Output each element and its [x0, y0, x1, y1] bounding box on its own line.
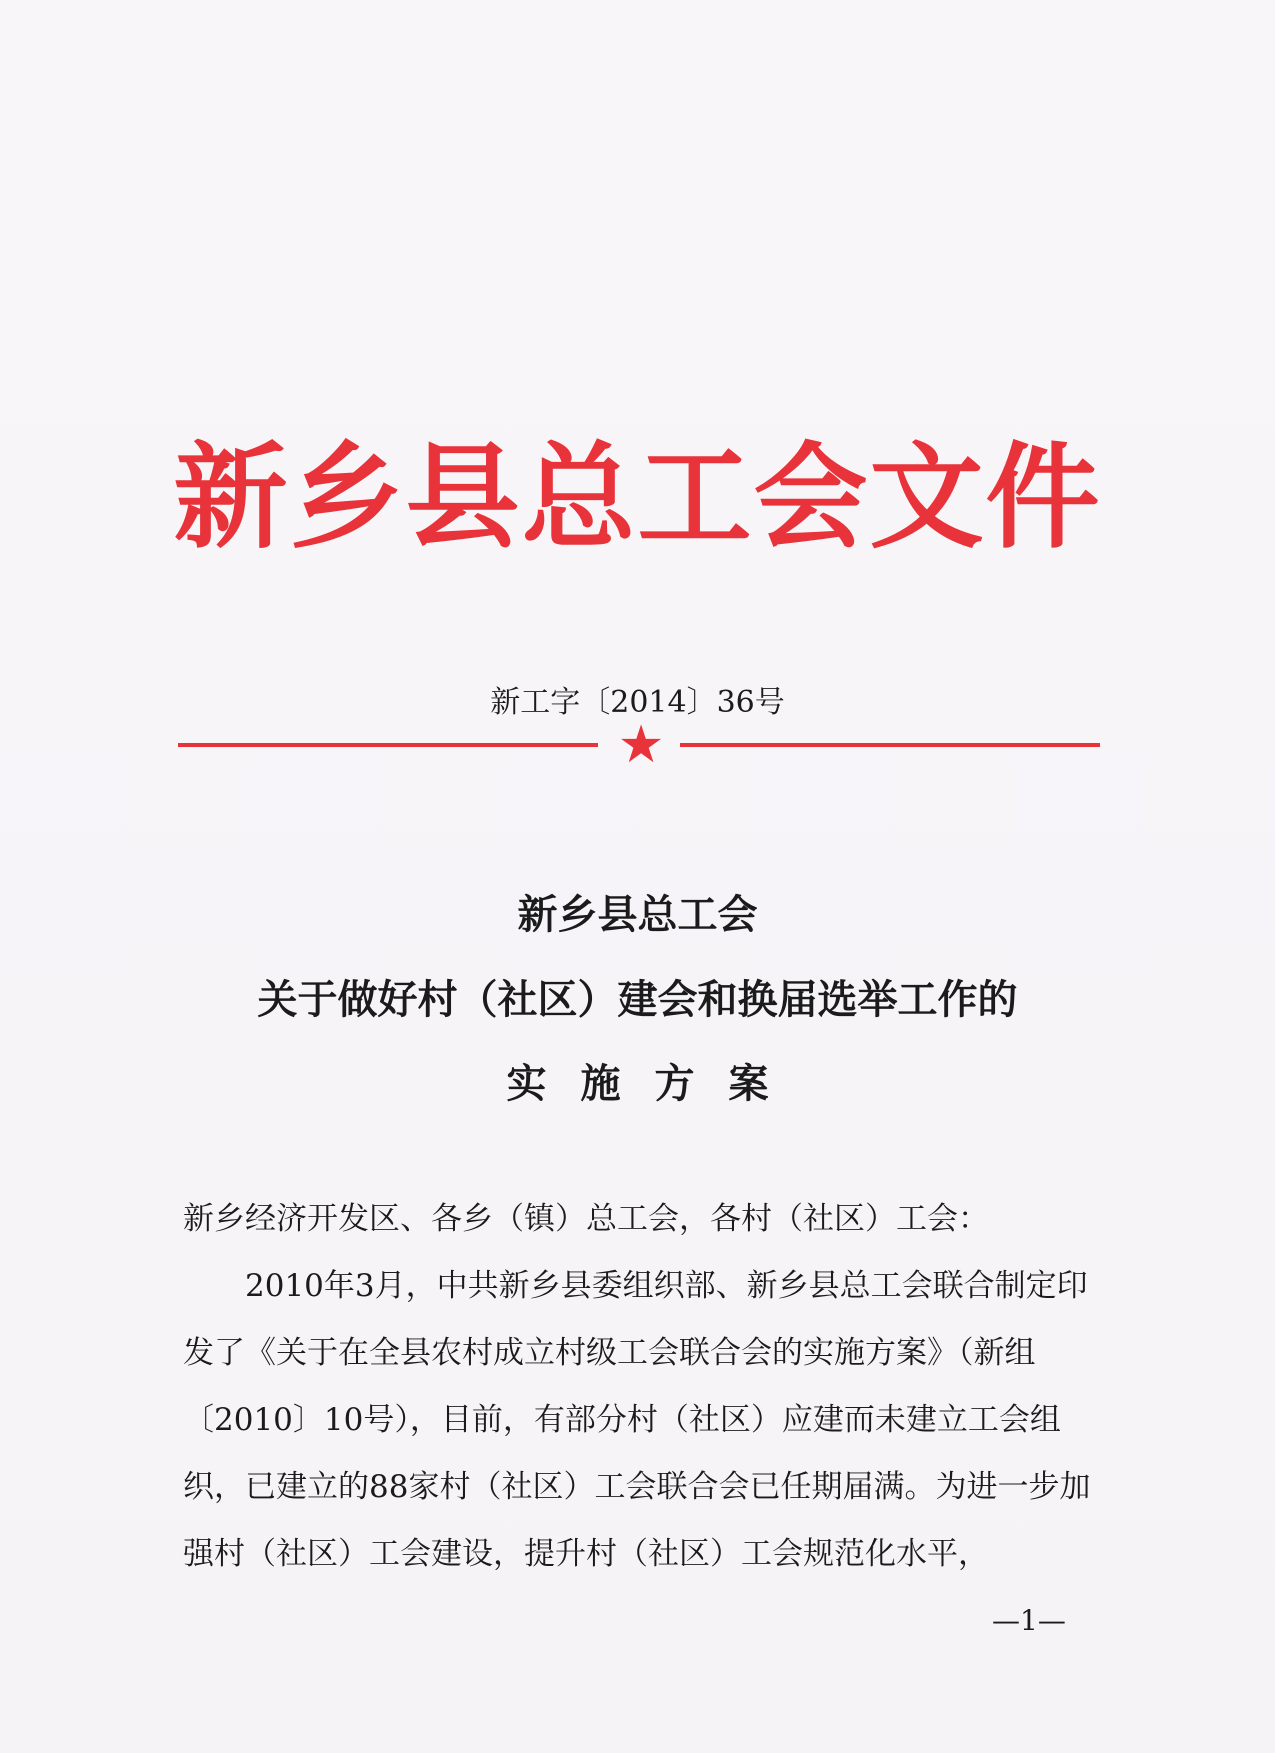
red-divider-left: [178, 743, 598, 747]
document-title-line-2: 关于做好村（社区）建会和换届选举工作的: [257, 976, 1018, 1023]
page-number: —1—: [992, 1604, 1066, 1637]
document-body: [183, 1186, 1111, 1588]
body-paragraph: 2010年3月，中共新乡县委组织部、新乡县总工会联合制定印发了《关于在全县农村成立村级工会联合会的实施方案》（新组〔2010〕10号），目前，有部分村（社区）应建而未建立工会组织，已建立的88家村（社区）工会联合会已任期届满。为进一步加强村（社区）工会建设，提升村（社区）工会规范化水平，: [183, 1268, 1091, 1572]
document-title-line-3: 实施方案: [506, 1060, 803, 1107]
document-title-line-1: 新乡县总工会: [517, 891, 758, 938]
document-number: 新工字〔2014〕36号: [490, 685, 785, 720]
red-divider-right: [680, 743, 1100, 747]
red-star-icon: ★: [617, 715, 665, 775]
document-header-title: 新乡县总工会文件: [173, 430, 1102, 564]
salutation: 新乡经济开发区、各乡（镇）总工会，各村（社区）工会：: [183, 1201, 989, 1237]
